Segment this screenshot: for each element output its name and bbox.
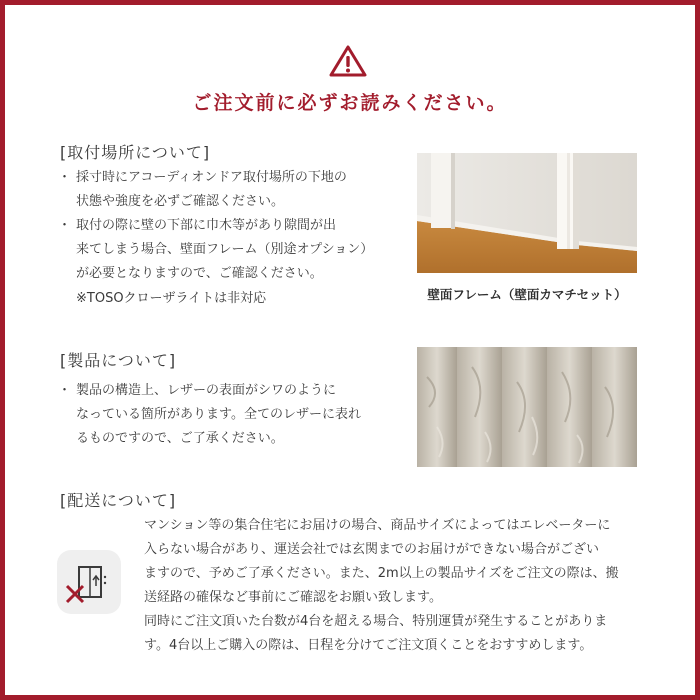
leather-texture-photo [417,347,637,467]
bullet-dot: ・ [58,170,72,185]
install-heading: [取付場所について] [60,143,211,162]
product-bullet-1-text: 製品の構造上、レザーの表面がシワのように なっている箇所があります。全てのレザーに表れ るものですので、ご了承ください。 [76,383,361,446]
wall-frame-photo [417,153,637,273]
install-bullet-2-text: 取付の際に壁の下部に巾木等があり隙間が出 来てしまう場合、壁面フレーム（別途オプション） が必要となりますので、ご確認ください。 [76,218,374,281]
elevator-no-entry-icon [57,550,121,614]
bullet-dot: ・ [58,218,72,233]
bullet-dot: ・ [58,383,72,398]
shipping-heading: [配送について] [60,491,177,510]
install-note: ※TOSOクローザライトは非対応 [76,291,267,306]
wall-frame-caption: 壁面フレーム（壁面カマチセット） [427,287,627,302]
product-heading: [製品について] [60,351,177,370]
warning-triangle-icon [329,44,367,78]
page-title: ご注文前に必ずお読みください。 [192,92,508,114]
shipping-notice-text: マンション等の集合住宅にお届けの場合、商品サイズによってはエレベーターに 入らない場合があり、運送会社では玄関までのお届けができない場合がござい ますので、予めご了承ください。また、2m以上の製品サイズをご注文の際は、搬 送経路の確保など事前にご確認をお願い致します。 同時にご注文頂いた台数が4台を超える場合、特別運賃が発生することがありま す。4台以上ご購入の際は、日程を分けてご注文頂くことをおすすめします。 [144,518,619,653]
install-bullet-1-text: 採寸時にアコーディオンドア取付場所の下地の 状態や強度を必ずご確認ください。 [76,170,347,209]
